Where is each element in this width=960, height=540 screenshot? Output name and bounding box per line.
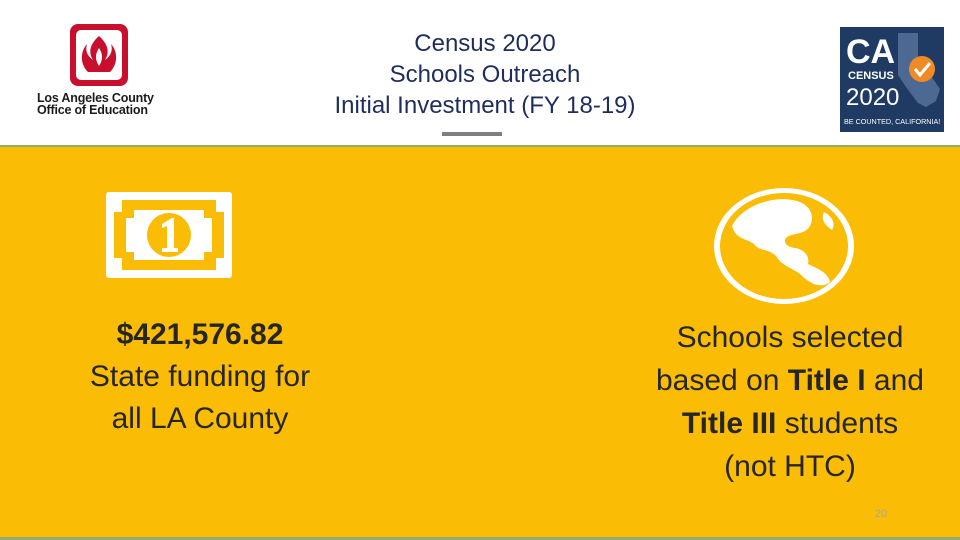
schools-line-3: Title III students: [681, 407, 899, 440]
schools-line-4: (not HTC): [724, 450, 856, 483]
census-logo-ca: CA: [846, 33, 896, 71]
title-line-3: Initial Investment (FY 18-19): [334, 92, 636, 119]
census-logo-word: CENSUS: [848, 70, 894, 82]
funding-amount: $421,576.82: [116, 318, 284, 351]
lacoe-logo-text: Los Angeles County Office of Education: [37, 91, 154, 117]
funding-line-2: State funding for: [89, 360, 311, 393]
title-line-1: Census 2020: [414, 30, 556, 57]
census-logo-year: 2020: [846, 84, 900, 111]
schools-selected-text: [605, 316, 960, 488]
funding-line-3: all LA County: [111, 402, 289, 435]
title-divider: [442, 132, 502, 136]
census-logo-tagline: BE COUNTED, CALIFORNIA!: [844, 117, 941, 126]
schools-line-1: Schools selected: [676, 321, 904, 354]
census-2020-logo: [840, 27, 944, 132]
slide-header: [0, 0, 960, 145]
title-line-2: Schools Outreach: [389, 61, 581, 88]
title-iii-label: Title III: [681, 407, 777, 440]
globe-icon: [712, 186, 857, 306]
page-title: [240, 28, 730, 121]
money-bill-icon: [104, 190, 234, 280]
schools-line-2: based on Title I and: [656, 364, 924, 397]
page-number: 20: [874, 508, 888, 520]
title-i-label: Title I: [787, 364, 866, 397]
state-funding-text: [40, 314, 360, 440]
